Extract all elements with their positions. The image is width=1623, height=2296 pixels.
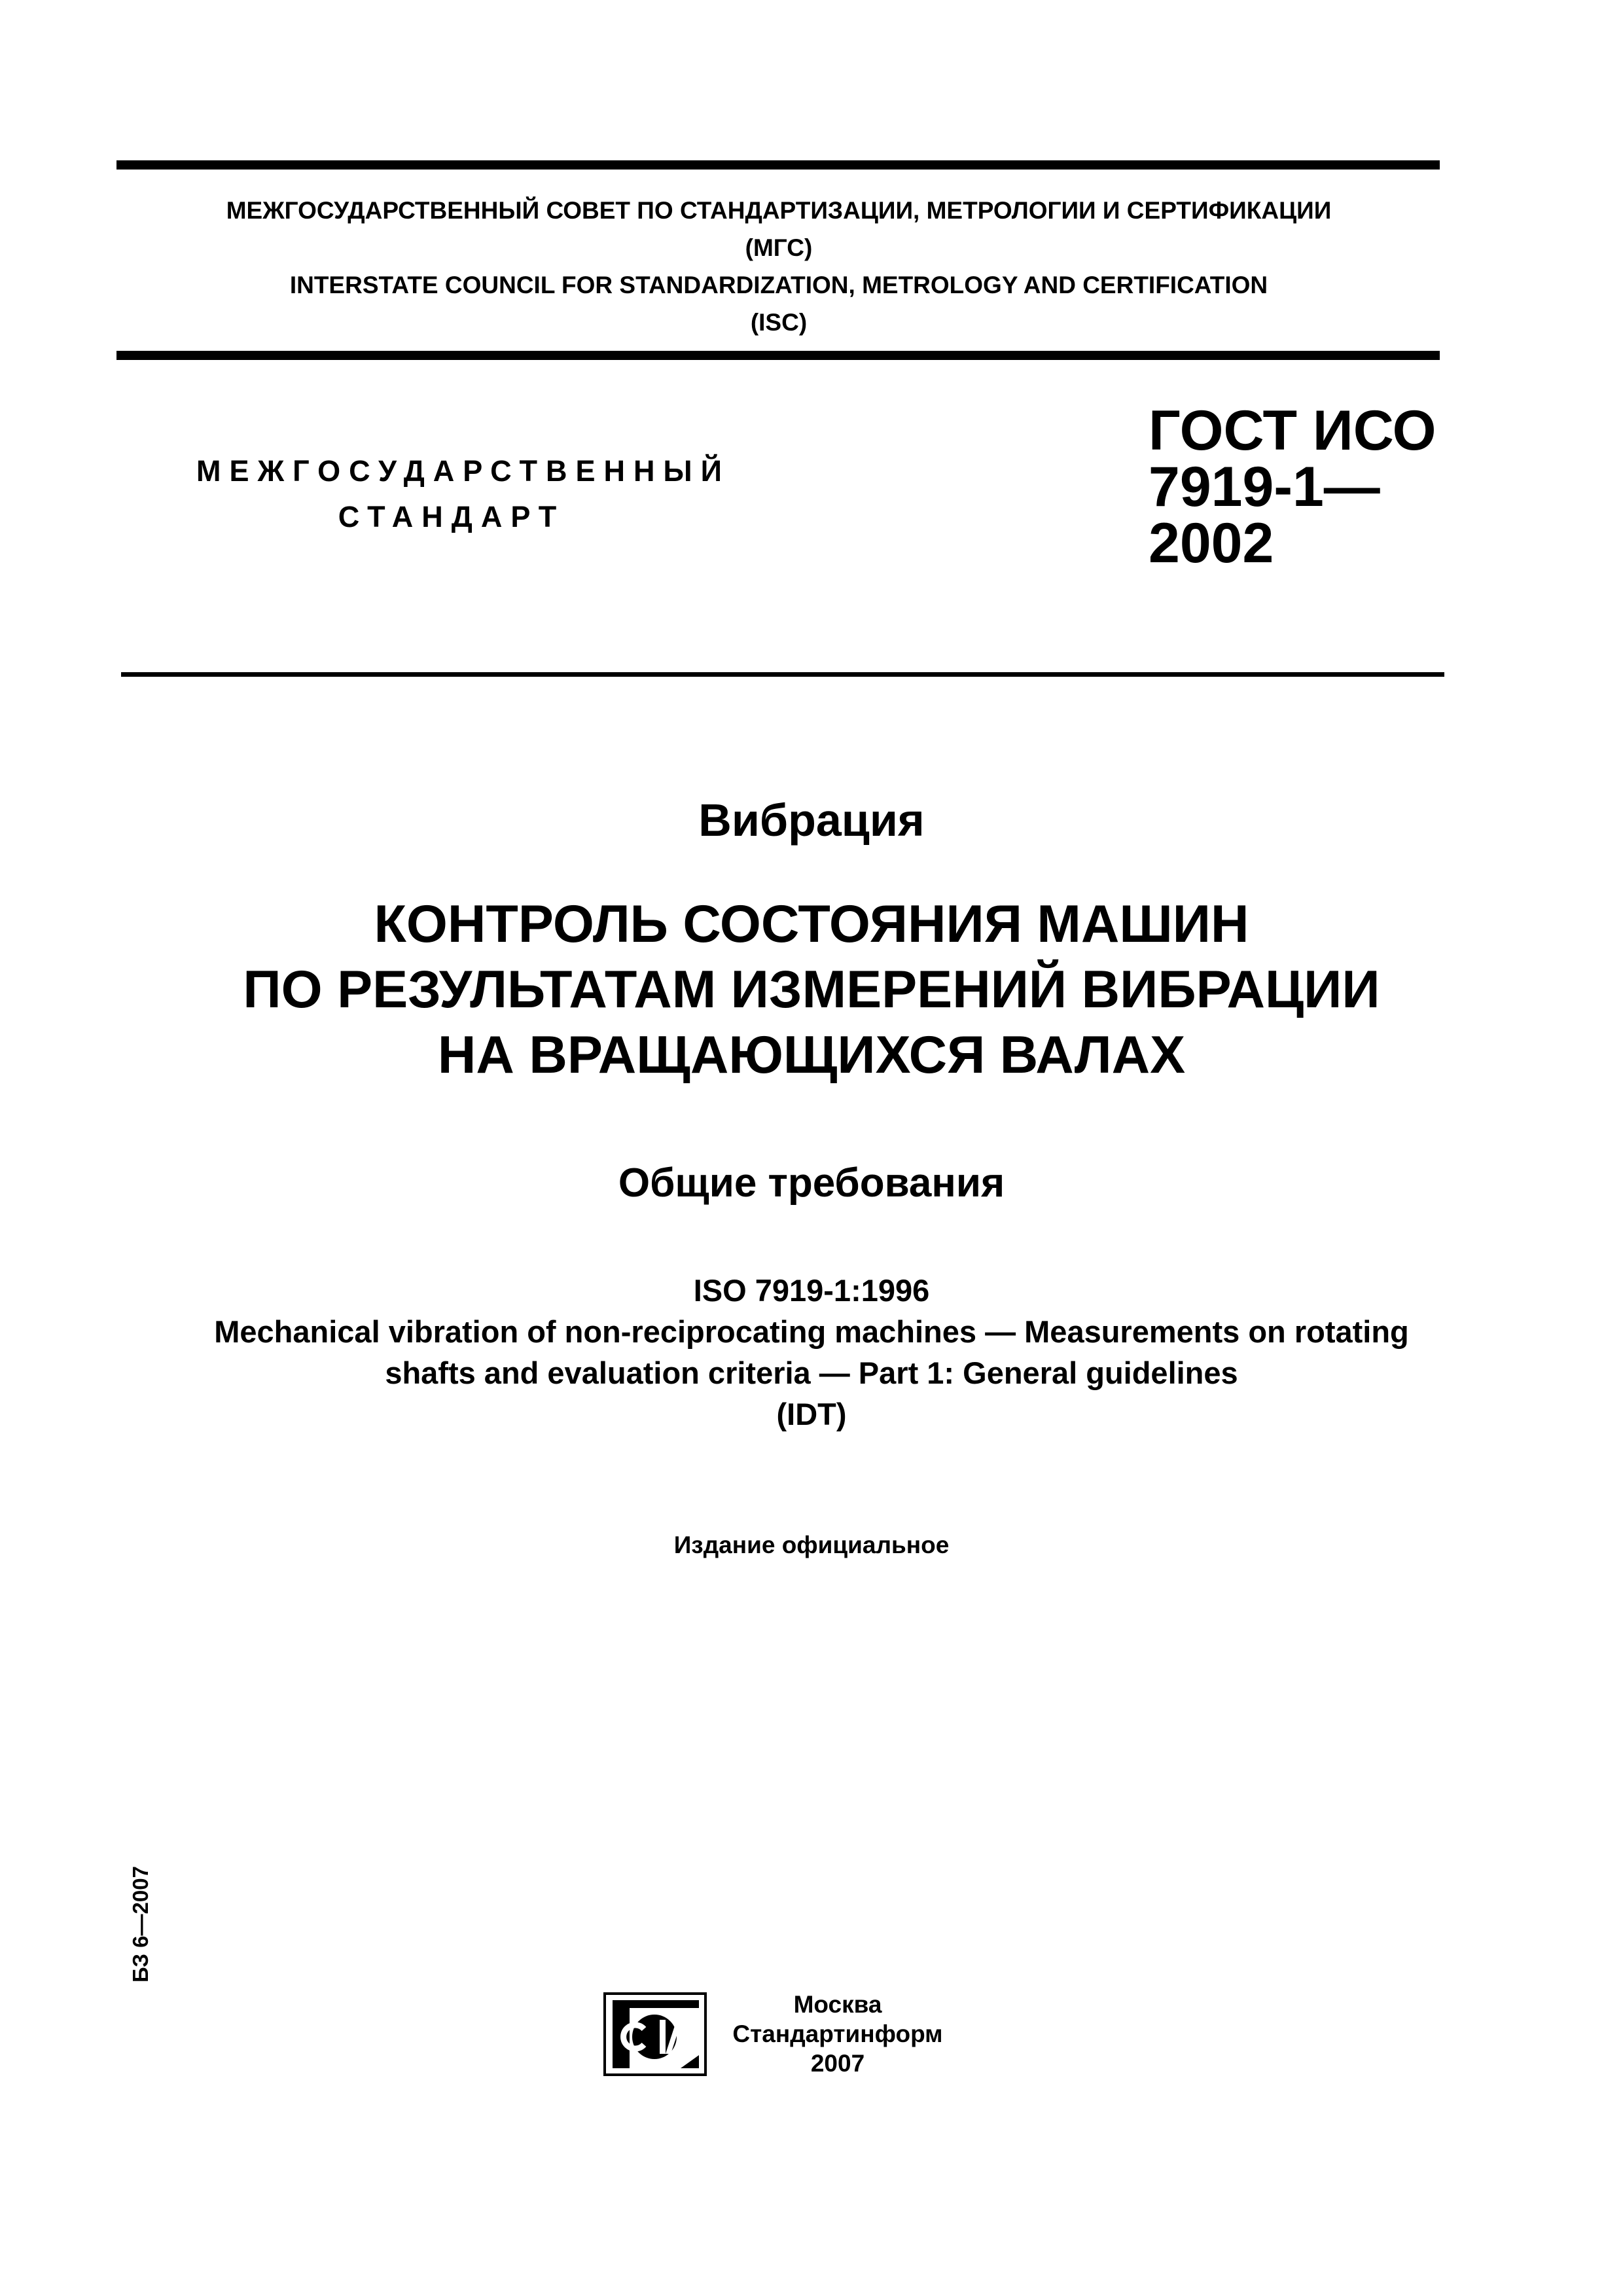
iso-equivalence: (IDT) bbox=[776, 1397, 847, 1431]
standard-type-line-1: МЕЖГОСУДАРСТВЕННЫЙ bbox=[196, 454, 730, 488]
side-catalog-code: БЗ 6—2007 bbox=[128, 1866, 152, 1982]
publisher-city: Москва bbox=[793, 1991, 882, 2018]
standard-type bbox=[196, 448, 730, 540]
document-subtitle: Общие требования bbox=[618, 1160, 1005, 1206]
top-rule-2 bbox=[116, 351, 1440, 360]
edition-note: Издание официальное bbox=[673, 1532, 950, 1558]
publisher-info bbox=[720, 1990, 955, 2078]
standard-code-line-3: 2002 bbox=[1149, 512, 1274, 575]
document-subject: Вибрация bbox=[698, 795, 925, 846]
standard-type-line-2: СТАНДАРТ bbox=[338, 500, 565, 533]
middle-rule bbox=[121, 672, 1444, 677]
title-line-3: НА ВРАЩАЮЩИХСЯ ВАЛАХ bbox=[437, 1026, 1186, 1085]
standard-code-line-1: ГОСТ ИСО bbox=[1149, 399, 1436, 462]
standard-code-line-2: 7919-1— bbox=[1149, 456, 1380, 518]
publisher-year: 2007 bbox=[810, 2050, 865, 2077]
standartinform-logo-icon bbox=[603, 1992, 707, 2076]
standard-code bbox=[1149, 399, 1463, 575]
council-header bbox=[118, 192, 1440, 341]
council-abbr-en: (ISC) bbox=[750, 309, 808, 336]
council-abbr-ru: (МГС) bbox=[745, 234, 813, 261]
council-line-ru: МЕЖГОСУДАРСТВЕННЫЙ СОВЕТ ПО СТАНДАРТИЗАЦИИ, МЕТРОЛОГИИ И СЕРТИФИКАЦИИ bbox=[226, 197, 1332, 224]
iso-reference bbox=[0, 1270, 1623, 1435]
council-line-en: INTERSTATE COUNCIL FOR STANDARDIZATION, METROLOGY AND CERTIFICATION bbox=[289, 272, 1268, 298]
publisher-name: Стандартинформ bbox=[732, 2020, 943, 2047]
iso-title-line-1: Mechanical vibration of non-reciprocating machines — Measurements on rotating bbox=[214, 1314, 1409, 1349]
title-line-2: ПО РЕЗУЛЬТАТАМ ИЗМЕРЕНИЙ ВИБРАЦИИ bbox=[243, 960, 1380, 1019]
title-line-1: КОНТРОЛЬ СОСТОЯНИЯ МАШИН bbox=[374, 895, 1249, 954]
iso-title-line-2: shafts and evaluation criteria — Part 1: General guidelines bbox=[385, 1355, 1238, 1390]
document-title bbox=[0, 891, 1623, 1088]
iso-number: ISO 7919-1:1996 bbox=[693, 1273, 930, 1308]
top-rule-1 bbox=[116, 160, 1440, 170]
